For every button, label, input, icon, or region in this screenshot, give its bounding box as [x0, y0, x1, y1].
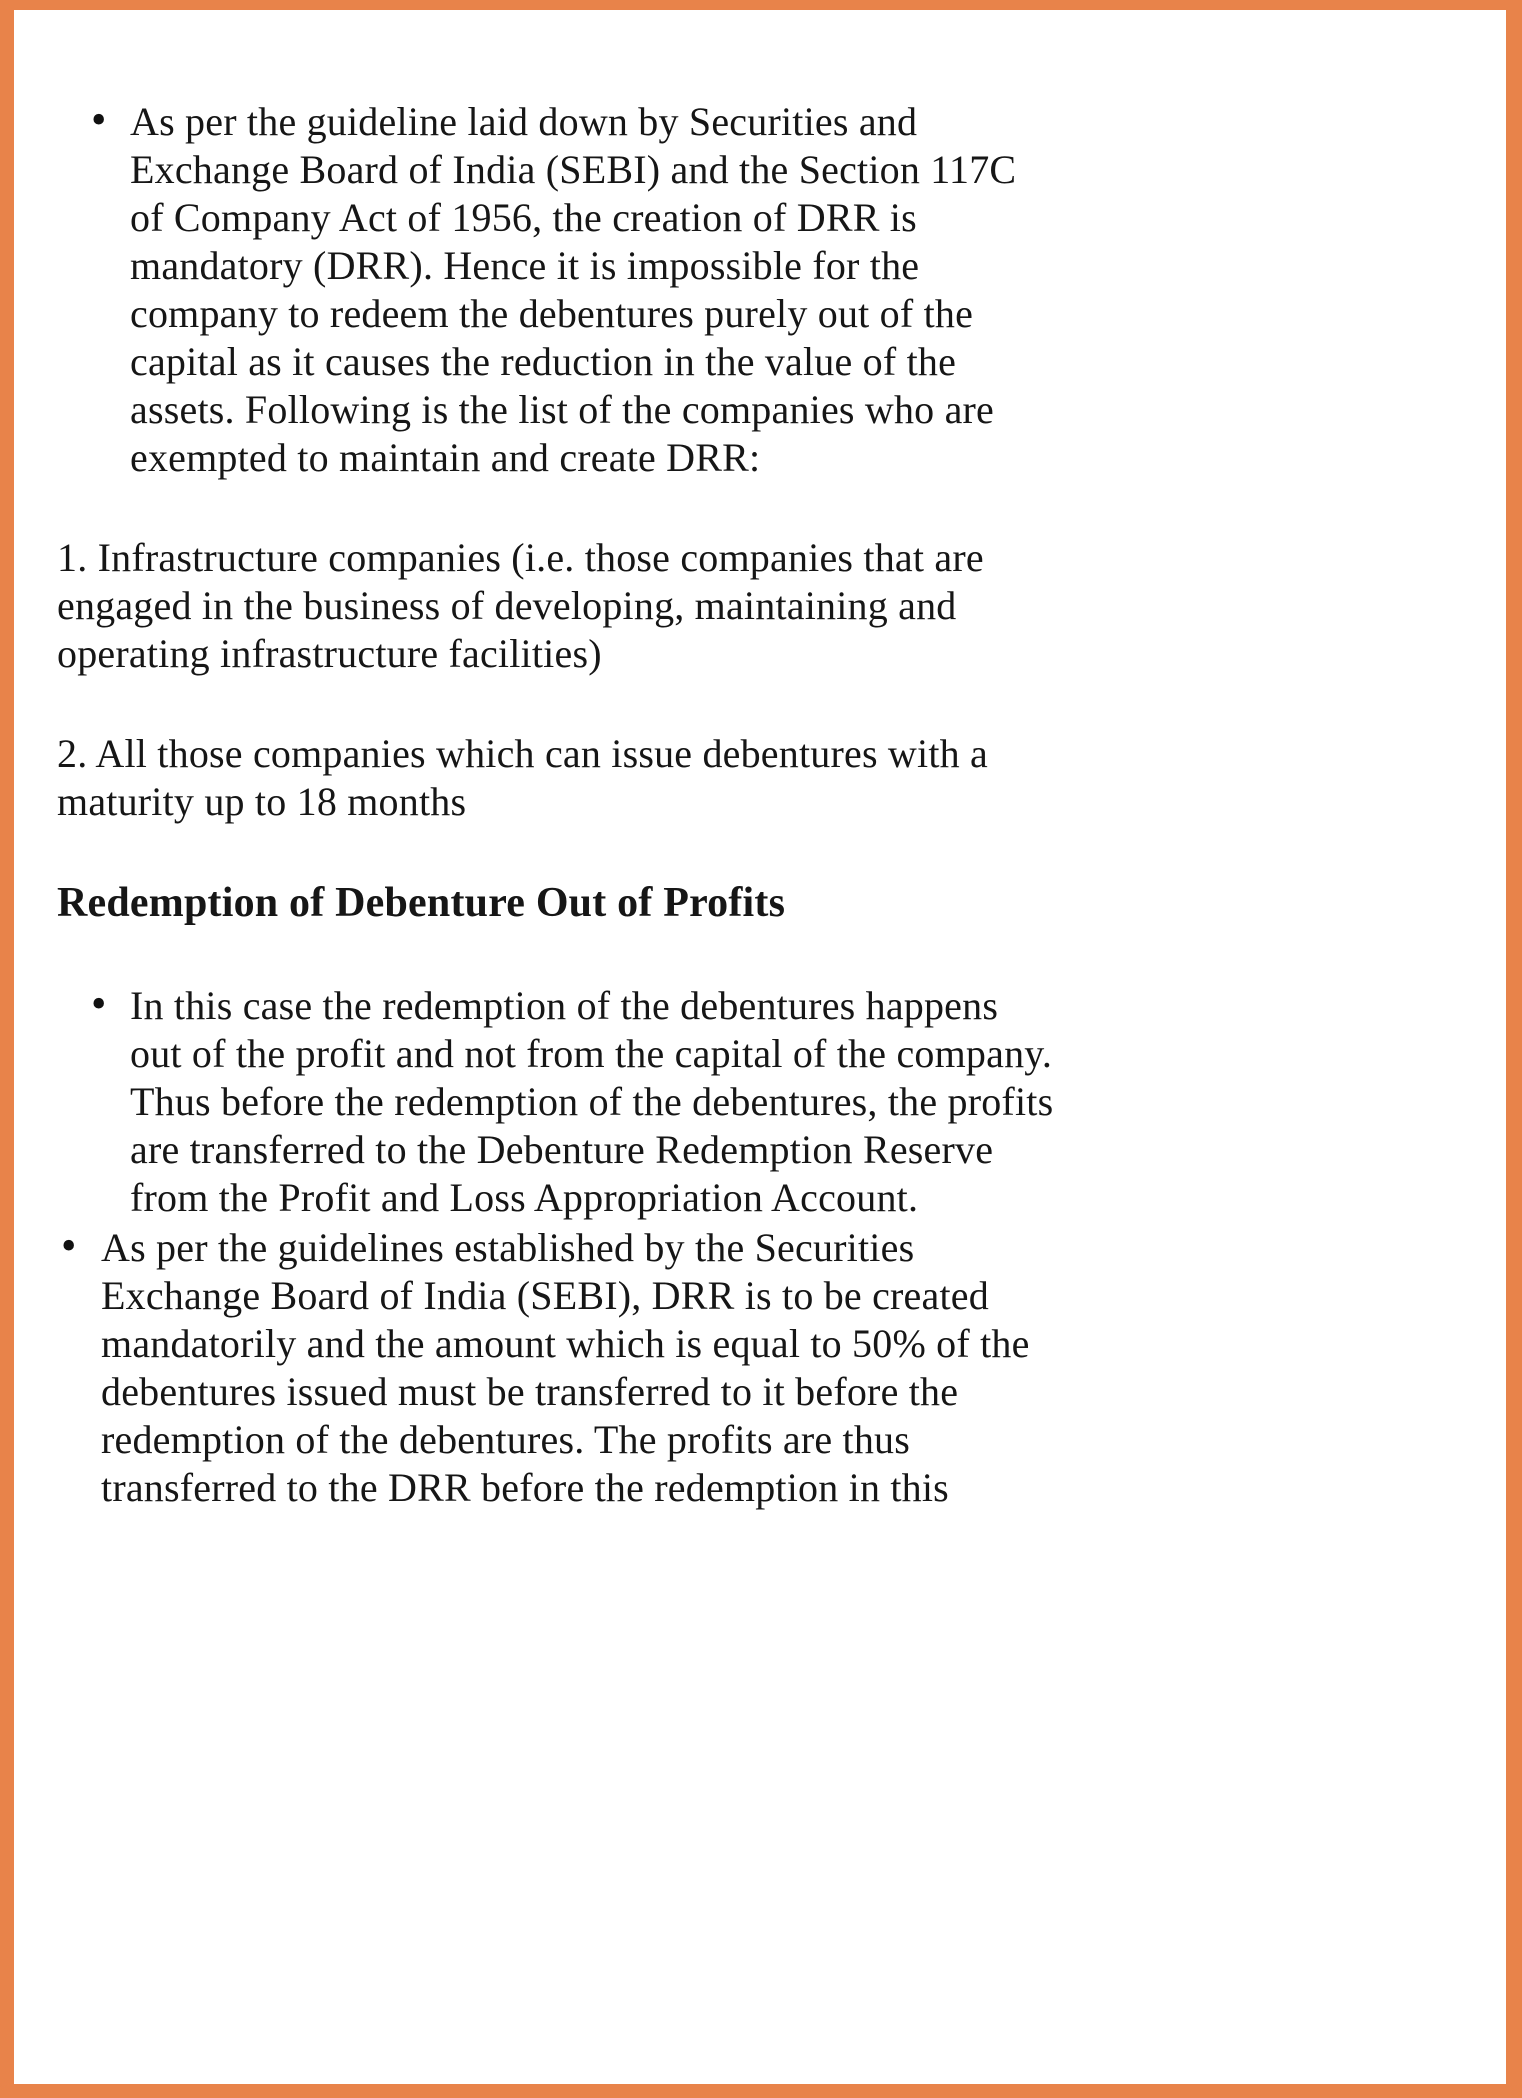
document-content — [14, 10, 1506, 1604]
bullet-paragraph-drr-mandatory: • As per the guideline laid down by Securities and Exchange Board of India (SEBI) and the Section 117C of Company Act of 1956, the creation of DRR is mandatory (DRR). Hence it is impossible for the company to redeem the debentures purely out of the capital as it causes the reduction in the value of the assets. Following is the list of the companies who are exempted to maintain and create DRR: — [57, 98, 1058, 482]
numbered-paragraph-infrastructure-companies: 1. Infrastructure companies (i.e. those companies that are engaged in the business of developing, maintaining and operating infrastructure facilities) — [57, 535, 984, 676]
numbered-paragraph-maturity-18-months: 2. All those companies which can issue debentures with a maturity up to 18 months — [57, 731, 988, 824]
bullet-paragraph-redemption-from-profit: • In this case the redemption of the debentures happens out of the profit and not from the capital of the company. Thus before the redemption of the debentures, the profits are transferred to the Debenture Redemption Reserve from the Profit and Loss Appropriation Account. — [57, 982, 1058, 1222]
section-heading-redemption-out-of-profits: Redemption of Debenture Out of Profits — [57, 880, 786, 926]
bullet-paragraph-sebi-guidelines-50-percent: • As per the guidelines established by the Securities Exchange Board of India (SEBI), DRR is to be created mandatorily and the amount which is equal to 50% of the debentures issued must be transferred to it before the redemption of the debentures. The profits are thus transferred to the DRR before the redemption in this — [57, 1224, 1058, 1512]
